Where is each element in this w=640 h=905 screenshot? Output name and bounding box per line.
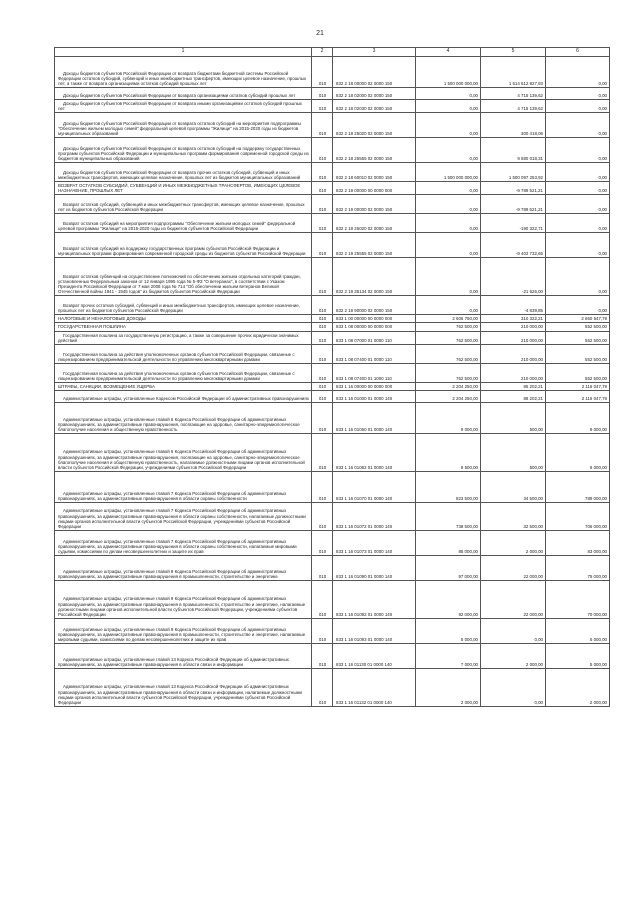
- table-row: [55, 344, 610, 363]
- row-unexecuted-amount: 552 500,00: [546, 363, 610, 382]
- row-executed-amount: 85 202,21: [481, 382, 546, 390]
- row-approved-amount: 2 000,00: [416, 668, 481, 706]
- table-row: [55, 643, 610, 668]
- column-header: 1: [55, 48, 312, 57]
- column-header: 2: [312, 48, 333, 57]
- table-row: [55, 331, 610, 344]
- row-approved-amount: 85 000,00: [416, 530, 481, 555]
- row-executed-amount: -9 789 521,21: [481, 195, 546, 214]
- row-budget-code: 833 1 16 01060 01 0000 140: [333, 402, 416, 433]
- row-executed-amount: 4 715 139,62: [481, 100, 546, 113]
- row-executed-amount: -9 402 732,65: [481, 233, 546, 258]
- row-approved-amount: 1 500 000 000,00: [416, 163, 481, 182]
- row-line-code: 010: [312, 402, 333, 433]
- row-description: Доходы бюджетов субъектов Российской Федерации от возврата остатков субсидий на поддержку государственных программ субъектов Российской Федерации и муниципальных программ формирования современной городской среды из бюджетов муниципальных образований: [55, 138, 312, 163]
- table-row: [55, 214, 610, 233]
- row-description: Административные штрафы, установленные главой 9 Кодекса Российской Федерации об административных правонарушениях, за административные правонарушения в промышленности, строительстве и энергетике, налагаемые мировыми судьями, комиссиями по делам несовершеннолетних и защите их прав: [55, 618, 312, 643]
- table-row: [55, 57, 610, 88]
- row-approved-amount: 9 000,00: [416, 402, 481, 433]
- row-approved-amount: 762 500,00: [416, 331, 481, 344]
- row-line-code: 010: [312, 618, 333, 643]
- row-budget-code: 833 1 08 07400 01 1000 110: [333, 363, 416, 382]
- row-description: ШТРАФЫ, САНКЦИИ, ВОЗМЕЩЕНИЕ УЩЕРБА: [55, 382, 312, 390]
- row-budget-code: 833 1 16 01093 01 0000 140: [333, 618, 416, 643]
- row-budget-code: 832 2 18 02000 02 0000 150: [333, 88, 416, 100]
- row-executed-amount: 22 000,00: [481, 580, 546, 618]
- row-line-code: 010: [312, 100, 333, 113]
- row-executed-amount: 0,00: [481, 668, 546, 706]
- row-line-code: 010: [312, 195, 333, 214]
- row-approved-amount: 7 000,00: [416, 643, 481, 668]
- row-description: Государственная пошлина за действия уполномоченных органов субъектов Российской Федерации, связанные с лицензированием предпринимательской деятельности по управлению многоквартирными домами: [55, 363, 312, 382]
- row-line-code: 010: [312, 382, 333, 390]
- page-number: 21: [316, 30, 324, 37]
- row-unexecuted-amount: 0,00: [546, 233, 610, 258]
- row-line-code: 010: [312, 163, 333, 182]
- row-approved-amount: 823 500,00: [416, 471, 481, 502]
- table-row: [55, 233, 610, 258]
- row-budget-code: 832 2 19 90000 02 0000 150: [333, 296, 416, 315]
- table-row: [55, 315, 610, 323]
- table-row: [55, 195, 610, 214]
- row-unexecuted-amount: 2 000,00: [546, 668, 610, 706]
- row-description: НАЛОГОВЫЕ И НЕНАЛОГОВЫЕ ДОХОДЫ: [55, 315, 312, 323]
- row-executed-amount: 1 500 097 253,92: [481, 163, 546, 182]
- row-description: Административные штрафы, установленные главой 7 Кодекса Российской Федерации об административных правонарушениях, за административные правонарушения в области охраны собственности: [55, 471, 312, 502]
- row-budget-code: 833 1 16 00000 00 0000 000: [333, 382, 416, 390]
- row-line-code: 010: [312, 502, 333, 530]
- row-description: Административные штрафы, установленные главой 13 Кодекса Российской Федерации об административных правонарушениях, за административные правонарушения в области связи и информации, налагаемые должностными лицами органов исполнительной власти субъектов Российской Федерации, учреждениями субъектов Российской Федерации: [55, 668, 312, 706]
- row-line-code: 010: [312, 258, 333, 296]
- row-line-code: 010: [312, 138, 333, 163]
- row-executed-amount: 210 000,00: [481, 363, 546, 382]
- row-executed-amount: 0,00: [481, 618, 546, 643]
- table-header-row: [55, 48, 610, 57]
- row-budget-code: 833 1 08 07400 01 0000 110: [333, 344, 416, 363]
- row-executed-amount: -190 322,71: [481, 214, 546, 233]
- row-line-code: 010: [312, 182, 333, 195]
- row-approved-amount: 0,00: [416, 182, 481, 195]
- row-unexecuted-amount: 0,00: [546, 88, 610, 100]
- row-line-code: 010: [312, 296, 333, 315]
- row-budget-code: 833 1 00 00000 00 0000 000: [333, 315, 416, 323]
- row-budget-code: 832 2 19 35134 02 0000 150: [333, 258, 416, 296]
- row-line-code: 010: [312, 580, 333, 618]
- row-unexecuted-amount: 0,00: [546, 113, 610, 138]
- table-row: [55, 100, 610, 113]
- table-row: [55, 163, 610, 182]
- row-executed-amount: 88 202,21: [481, 390, 546, 402]
- row-budget-code: 832 2 19 00000 02 0000 150: [333, 195, 416, 214]
- row-unexecuted-amount: 0,00: [546, 195, 610, 214]
- row-approved-amount: 92 000,00: [416, 580, 481, 618]
- row-budget-code: 833 1 16 01090 01 0000 140: [333, 555, 416, 580]
- row-budget-code: 833 1 16 01072 01 0000 140: [333, 502, 416, 530]
- row-budget-code: 833 1 08 07000 01 0000 110: [333, 331, 416, 344]
- table-row: [55, 182, 610, 195]
- row-executed-amount: 500,00: [481, 433, 546, 471]
- row-description: Административные штрафы, установленные Кодексом Российской Федерации об административных правонарушениях: [55, 390, 312, 402]
- row-approved-amount: 0,00: [416, 296, 481, 315]
- table-row: [55, 618, 610, 643]
- row-budget-code: 832 2 18 02030 02 0000 150: [333, 100, 416, 113]
- row-executed-amount: 300 418,06: [481, 113, 546, 138]
- row-description: Административные штрафы, установленные главой 6 Кодекса Российской Федерации об административных правонарушениях, за административные правонарушения, посягающие на здоровье, санитарно-эпидемиологическое благополучие населения и общественную нравственность, налагаемые должностными лицами органов исполнительной власти субъектов Российской Федерации, учреждениями субъектов Российской Федерации: [55, 433, 312, 471]
- row-executed-amount: 210 000,00: [481, 323, 546, 331]
- table-row: [55, 113, 610, 138]
- table-row: [55, 580, 610, 618]
- row-approved-amount: 0,00: [416, 100, 481, 113]
- table-row: [55, 555, 610, 580]
- row-description: Административные штрафы, установленные главой 13 Кодекса Российской Федерации об административных правонарушениях, за административные правонарушения в области связи и информации: [55, 643, 312, 668]
- table-row: [55, 88, 610, 100]
- row-executed-amount: 32 500,00: [481, 502, 546, 530]
- row-unexecuted-amount: 5 000,00: [546, 618, 610, 643]
- table-row: [55, 382, 610, 390]
- row-budget-code: 833 1 16 01130 01 0000 140: [333, 643, 416, 668]
- row-description: Доходы бюджетов субъектов Российской Федерации от возврата иными организациями остатков субсидий прошлых лет: [55, 100, 312, 113]
- row-unexecuted-amount: 0,00: [546, 57, 610, 88]
- row-description: Государственная пошлина за действия уполномоченных органов субъектов Российской Федерации, связанные с лицензированием предпринимательской деятельности по управлению многоквартирными домами: [55, 344, 312, 363]
- row-unexecuted-amount: 0,00: [546, 214, 610, 233]
- row-description: Возврат прочих остатков субсидий, субвенций и иных межбюджетных трансфертов, имеющих целевое назначение, прошлых лет из бюджетов субъектов Российской Федерации: [55, 296, 312, 315]
- row-executed-amount: -4 839,85: [481, 296, 546, 315]
- row-unexecuted-amount: 0,00: [546, 296, 610, 315]
- row-description: Доходы бюджетов субъектов Российской Федерации от возврата бюджетами бюджетной системы Российской Федерации остатков субсидий, субвенций и иных межбюджетных трансфертов, имеющих целевое назначение, прошлых лет, а также от возврата организациями остатков субсидий прошлых лет: [55, 57, 312, 88]
- row-line-code: 010: [312, 530, 333, 555]
- row-executed-amount: 34 500,00: [481, 471, 546, 502]
- row-approved-amount: 97 000,00: [416, 555, 481, 580]
- row-unexecuted-amount: 75 000,00: [546, 555, 610, 580]
- row-description: Административные штрафы, установленные главой 9 Кодекса Российской Федерации об административных правонарушениях, за административные правонарушения в промышленности, строительстве и энергетике, налагаемые должностными лицами органов исполнительной власти субъектов Российской Федерации, учреждениями субъектов Российской Федерации: [55, 580, 312, 618]
- table-row: [55, 390, 610, 402]
- row-approved-amount: 762 500,00: [416, 344, 481, 363]
- row-unexecuted-amount: 0,00: [546, 182, 610, 195]
- row-unexecuted-amount: 0,00: [546, 163, 610, 182]
- row-line-code: 010: [312, 471, 333, 502]
- row-line-code: 010: [312, 233, 333, 258]
- row-approved-amount: 762 500,00: [416, 323, 481, 331]
- row-description: Возврат остатков субсидий на мероприятия подпрограммы "Обеспечение жильем молодых семей" федеральной целевой программы "Жилище" на 2015-2020 годы из бюджетов субъектов Российской Федерации: [55, 214, 312, 233]
- row-budget-code: 833 1 08 00000 00 0000 000: [333, 323, 416, 331]
- table-row: [55, 502, 610, 530]
- row-approved-amount: 0,00: [416, 233, 481, 258]
- row-line-code: 010: [312, 390, 333, 402]
- row-line-code: 010: [312, 344, 333, 363]
- row-description: ГОСУДАРСТВЕННАЯ ПОШЛИНА: [55, 323, 312, 331]
- row-budget-code: 832 2 18 00000 02 0000 150: [333, 57, 416, 88]
- row-unexecuted-amount: 552 500,00: [546, 323, 610, 331]
- row-executed-amount: 9 580 018,31: [481, 138, 546, 163]
- row-executed-amount: 500,00: [481, 402, 546, 433]
- column-header: 4: [416, 48, 481, 57]
- row-executed-amount: 2 000,00: [481, 530, 546, 555]
- row-executed-amount: -9 789 521,21: [481, 182, 546, 195]
- column-header: 3: [333, 48, 416, 57]
- row-unexecuted-amount: 552 500,00: [546, 344, 610, 363]
- row-executed-amount: 4 715 139,62: [481, 88, 546, 100]
- row-approved-amount: 0,00: [416, 88, 481, 100]
- row-executed-amount: 310 322,21: [481, 315, 546, 323]
- row-budget-code: 832 2 19 25555 02 0000 150: [333, 233, 416, 258]
- row-description: Доходы бюджетов субъектов Российской Федерации от возврата прочих остатков субсидий, субвенций и иных межбюджетных трансфертов, имеющих целевое назначение, прошлых лет из бюджетов муниципальных образований: [55, 163, 312, 182]
- row-budget-code: 833 1 16 01073 01 0000 140: [333, 530, 416, 555]
- row-unexecuted-amount: 2 660 547,79: [546, 315, 610, 323]
- row-approved-amount: 738 500,00: [416, 502, 481, 530]
- table-row: [55, 433, 610, 471]
- row-unexecuted-amount: 70 000,00: [546, 580, 610, 618]
- row-description: Государственная пошлина за государственную регистрацию, а также за совершение прочих юридически значимых действий: [55, 331, 312, 344]
- row-unexecuted-amount: 706 000,00: [546, 502, 610, 530]
- row-executed-amount: 1 514 612 827,93: [481, 57, 546, 88]
- row-approved-amount: 0,00: [416, 214, 481, 233]
- row-approved-amount: 2 204 250,00: [416, 390, 481, 402]
- row-approved-amount: 0,00: [416, 258, 481, 296]
- row-line-code: 010: [312, 88, 333, 100]
- row-budget-code: 832 2 18 25555 02 0000 150: [333, 138, 416, 163]
- row-line-code: 010: [312, 323, 333, 331]
- row-line-code: 010: [312, 57, 333, 88]
- row-unexecuted-amount: 9 000,00: [546, 402, 610, 433]
- row-executed-amount: 210 000,00: [481, 344, 546, 363]
- row-approved-amount: 9 500,00: [416, 433, 481, 471]
- row-budget-code: 832 2 18 60010 02 0000 150: [333, 163, 416, 182]
- table-row: [55, 296, 610, 315]
- row-approved-amount: 5 000,00: [416, 618, 481, 643]
- revenue-table: [54, 47, 610, 707]
- row-description: Административные штрафы, установленные главой 7 Кодекса Российской Федерации об административных правонарушениях, за административные правонарушения в области охраны собственности, налагаемые мировыми судьями, комиссиями по делам несовершеннолетних и защите их прав: [55, 530, 312, 555]
- table-row: [55, 363, 610, 382]
- row-executed-amount: 22 000,00: [481, 555, 546, 580]
- row-description: Доходы бюджетов субъектов Российской Федерации от возврата остатков субсидий на мероприятия подпрограммы "Обеспечение жильем молодых семей" федеральной целевой программы "Жилище" на 2015-2020 годы из бюджетов муниципальных образований: [55, 113, 312, 138]
- row-line-code: 010: [312, 214, 333, 233]
- table-row: [55, 402, 610, 433]
- table-row: [55, 258, 610, 296]
- row-approved-amount: 762 500,00: [416, 363, 481, 382]
- table-row: [55, 668, 610, 706]
- row-unexecuted-amount: 2 116 047,79: [546, 382, 610, 390]
- row-description: ВОЗВРАТ ОСТАТКОВ СУБСИДИЙ, СУБВЕНЦИЙ И ИНЫХ МЕЖБЮДЖЕТНЫХ ТРАНСФЕРТОВ, ИМЕЮЩИХ ЦЕЛЕВОЕ НАЗНАЧЕНИЕ, ПРОШЛЫХ ЛЕТ: [55, 182, 312, 195]
- table-row: [55, 530, 610, 555]
- row-budget-code: 833 1 16 01132 01 0000 140: [333, 668, 416, 706]
- row-unexecuted-amount: 0,00: [546, 258, 610, 296]
- row-unexecuted-amount: 2 116 047,79: [546, 390, 610, 402]
- row-executed-amount: 210 000,00: [481, 331, 546, 344]
- row-unexecuted-amount: 0,00: [546, 138, 610, 163]
- row-unexecuted-amount: 9 000,00: [546, 433, 610, 471]
- row-budget-code: 833 1 16 01062 01 0000 140: [333, 433, 416, 471]
- row-executed-amount: -21 626,00: [481, 258, 546, 296]
- row-approved-amount: 0,00: [416, 195, 481, 214]
- table-row: [55, 138, 610, 163]
- row-approved-amount: 0,00: [416, 138, 481, 163]
- row-approved-amount: 2 606 750,00: [416, 315, 481, 323]
- row-unexecuted-amount: 552 500,00: [546, 331, 610, 344]
- row-line-code: 010: [312, 433, 333, 471]
- row-budget-code: 833 1 16 01070 01 0000 140: [333, 471, 416, 502]
- row-description: Возврат остатков субвенций на осуществление полномочий по обеспечению жильем отдельных категорий граждан, установленных Федеральным законом от 12 января 1995 года № 5-ФЗ "О ветеранах", в соответствии с Указом Президента Российской Федерации от 7 мая 2008 года № 714 "Об обеспечении жильем ветеранов Великой Отечественной войны 1941 - 1945 годов" из бюджетов субъектов Российской Федерации: [55, 258, 312, 296]
- row-executed-amount: 2 000,00: [481, 643, 546, 668]
- row-description: Возврат остатков субсидий, субвенций и иных межбюджетных трансфертов, имеющих целевое назначение, прошлых лет из бюджетов субъектов Российской Федерации: [55, 195, 312, 214]
- row-budget-code: 832 2 19 25020 02 0000 150: [333, 214, 416, 233]
- row-description: Возврат остатков субсидий на поддержку государственных программ субъектов Российской Федерации и муниципальных программ формирования современной городской среды из бюджетов субъектов Российской Федерации: [55, 233, 312, 258]
- column-header: 5: [481, 48, 546, 57]
- row-budget-code: 833 1 16 01092 01 0000 140: [333, 580, 416, 618]
- table-row: [55, 471, 610, 502]
- row-line-code: 010: [312, 363, 333, 382]
- row-unexecuted-amount: 5 000,00: [546, 643, 610, 668]
- row-unexecuted-amount: 0,00: [546, 100, 610, 113]
- row-approved-amount: 2 204 250,00: [416, 382, 481, 390]
- row-line-code: 010: [312, 331, 333, 344]
- row-line-code: 010: [312, 113, 333, 138]
- row-budget-code: 832 2 18 25020 02 0000 150: [333, 113, 416, 138]
- row-line-code: 010: [312, 643, 333, 668]
- row-line-code: 010: [312, 555, 333, 580]
- table-row: [55, 323, 610, 331]
- row-unexecuted-amount: 83 000,00: [546, 530, 610, 555]
- row-description: Административные штрафы, установленные главой 6 Кодекса Российской Федерации об административных правонарушениях, за административные правонарушения, посягающие на здоровье, санитарно-эпидемиологическое благополучие населения и общественную нравственность: [55, 402, 312, 433]
- row-budget-code: 833 1 16 01000 01 0000 140: [333, 390, 416, 402]
- row-description: Доходы бюджетов субъектов Российской Федерации от возврата организациями остатков субсидий прошлых лет: [55, 88, 312, 100]
- column-header: 6: [546, 48, 610, 57]
- row-line-code: 010: [312, 668, 333, 706]
- row-approved-amount: 1 500 000 000,00: [416, 57, 481, 88]
- row-budget-code: 832 2 19 00000 00 0000 000: [333, 182, 416, 195]
- row-unexecuted-amount: 789 000,00: [546, 471, 610, 502]
- row-line-code: 010: [312, 315, 333, 323]
- row-description: Административные штрафы, установленные главой 9 Кодекса Российской Федерации об административных правонарушениях, за административные правонарушения в промышленности, строительстве и энергетике: [55, 555, 312, 580]
- row-description: Административные штрафы, установленные главой 7 Кодекса Российской Федерации об административных правонарушениях, за административные правонарушения в области охраны собственности, налагаемые должностными лицами органов исполнительной власти субъектов Российской Федерации, учреждениями субъектов Российской Федерации: [55, 502, 312, 530]
- row-approved-amount: 0,00: [416, 113, 481, 138]
